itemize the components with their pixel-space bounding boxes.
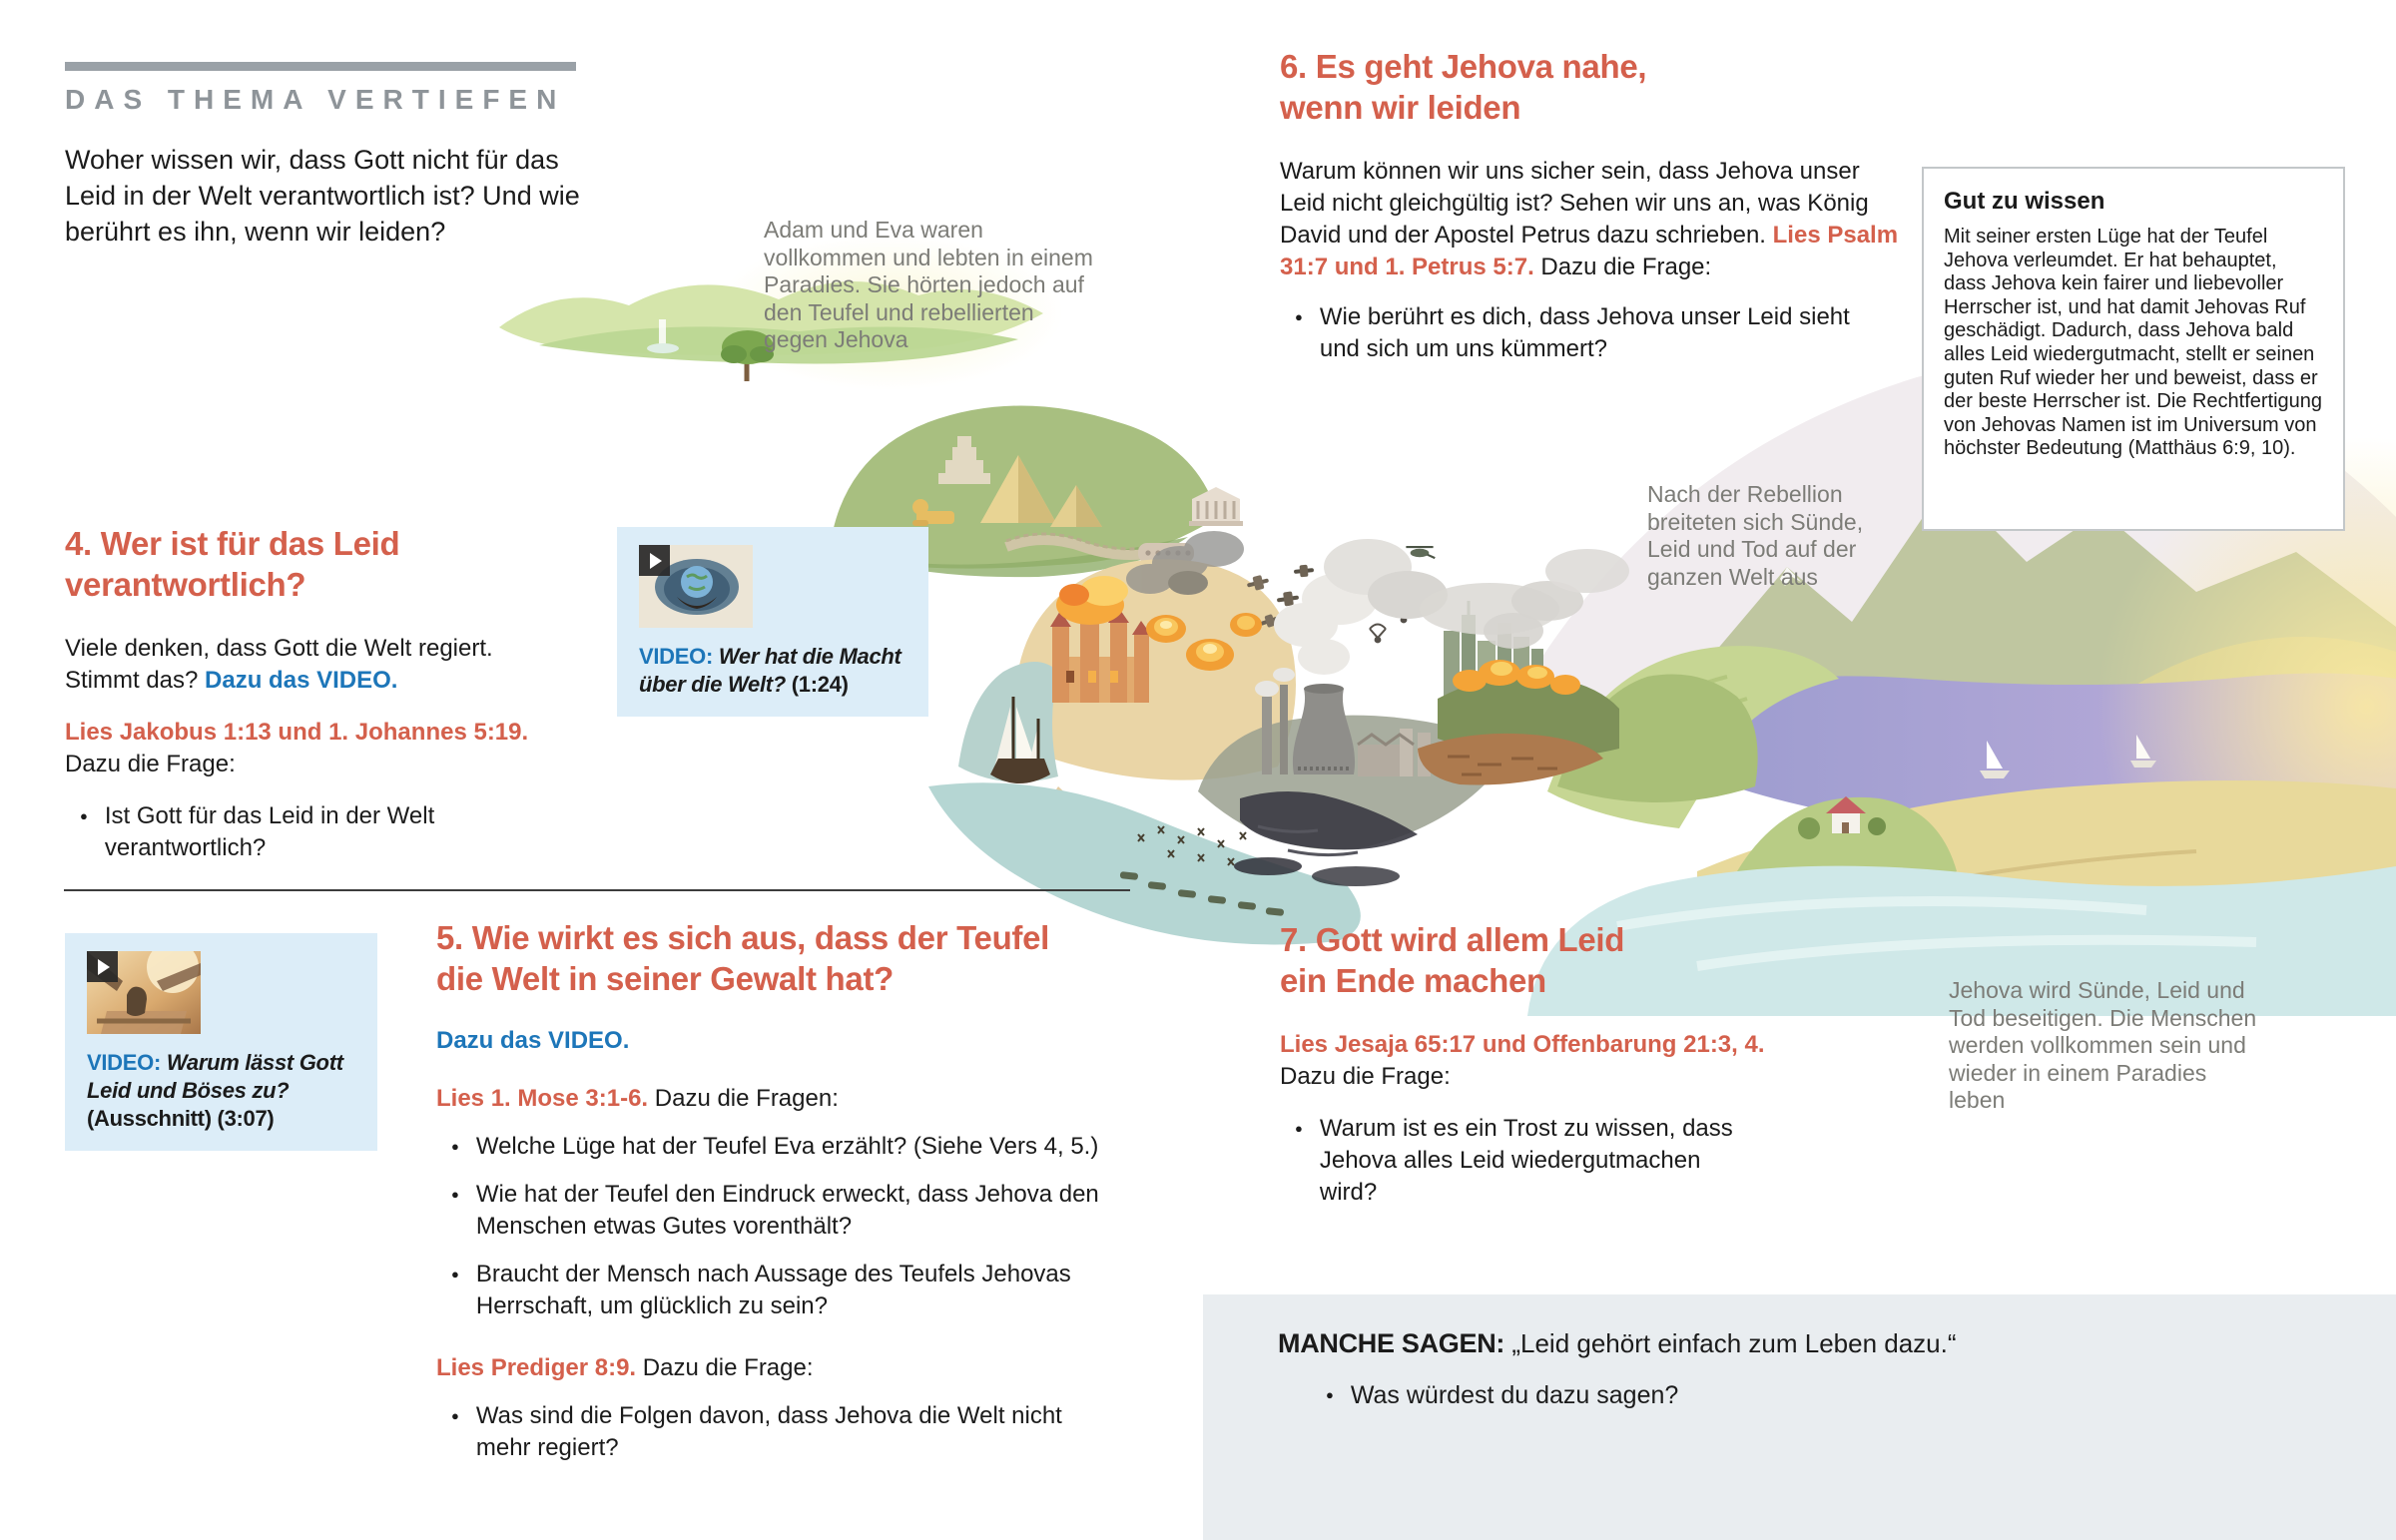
cooling-tower-icon [1293,684,1355,774]
kicker-bar [65,62,576,71]
section-7-scripture: Lies Jesaja 65:17 und Offenbarung 21:3, 4. Dazu die Frage: [1280,1029,1799,1093]
question-bullet: ● Warum ist es ein Trost zu wissen, dass Jehova alles Leid wiedergutmachen wird? [1280,1113,1759,1209]
section-divider [64,889,1130,891]
video-thumbnail[interactable] [87,951,201,1034]
section-6 [1280,46,1929,365]
section-4-body: Viele denken, dass Gott die Welt regiert. Stimmt das? Dazu das VIDEO. [65,635,493,694]
manche-sagen-line: MANCHE SAGEN: „Leid gehört einfach zum Leben dazu.“ [1278,1328,1957,1358]
video-caption: VIDEO: Wer hat die Macht über die Welt? (1:24) [639,644,901,697]
section-4-heading: 4. Wer ist für das Leid verantwortlich? [65,525,400,603]
section-7-heading: 7. Gott wird allem Leid ein Ende machen [1280,921,1625,999]
question-bullet: ● Wie berührt es dich, dass Jehova unser Leid sieht und sich um uns kümmert? [1280,301,1879,365]
manche-sagen-box [1203,1294,2396,1540]
section-4-scripture: Lies Jakobus 1:13 und 1. Johannes 5:19. Dazu die Frage: [65,717,554,780]
section-7 [1280,919,1799,1209]
gut-zu-wissen-box [1922,167,2345,531]
page-kicker: DAS THEMA VERTIEFEN [65,84,566,115]
caption-rebellion: Nach der Rebellion breiteten sich Sünde, Leid und Tod auf der ganzen Welt aus [1647,481,1864,590]
video-link[interactable]: Dazu das VIDEO. [205,667,398,694]
knowbox-body: Mit seiner ersten Lüge hat der Teufel Jehova verleumdet. Er hat behauptet, dass Jehova kein fairer und liebevoller Herrscher ist, und hat damit Jehovas Ruf geschädigt. Dadurch, dass Jehova bald alles Leid wiedergutmacht, stellt er seinen guten Ruf wieder her und beweist, dass er der beste Herrscher ist. Die Rechtfertigung von Jehovas Namen ist im Universum von höchster Bedeutung (Matthäus 6:9, 10). [1944,226,2323,460]
section-5-video-link-line [436,1025,1135,1057]
video-caption: VIDEO: Warum lässt Gott Leid und Böses zu? (Ausschnitt) (3:07) [87,1050,343,1131]
play-icon[interactable] [639,545,670,576]
video-card-wer-hat-die-macht[interactable] [617,527,928,717]
question-bullet: ● Braucht der Mensch nach Aussage des Teufels Jehovas Herrschaft, um glücklich zu sein? [436,1259,1115,1322]
section-4 [65,523,569,864]
video-card-warum-laesst-gott-leid-zu[interactable] [65,933,377,1151]
section-6-heading: 6. Es geht Jehova nahe, wenn wir leiden [1280,48,1647,126]
question-bullet: ● Ist Gott für das Leid in der Welt verantwortlich? [65,800,504,864]
scripture-link[interactable]: Lies Prediger 8:9. [436,1354,637,1381]
caption-restored-paradise: Jehova wird Sünde, Leid und Tod beseitigen. Die Menschen werden vollkommen sein und wieder in einem Paradies leben [1949,977,2257,1113]
caption-adam-eva: Adam und Eva waren vollkommen und lebten in einem Paradies. Sie hörten jedoch auf den Teufel und rebellierten gegen Jehova [764,217,1093,352]
scripture-link[interactable]: Lies Jakobus 1:13 und 1. Johannes 5:19. [65,719,529,746]
section-5-scripture: Lies 1. Mose 3:1-6. Dazu die Fragen: [436,1085,839,1112]
scripture-link[interactable]: Lies Jesaja 65:17 und Offenbarung 21:3, 4. [1280,1031,1765,1058]
video-label: VIDEO: [87,1050,161,1075]
question-bullet: ● Was würdest du dazu sagen? [1311,1379,2356,1411]
intro-question: Woher wissen wir, dass Gott nicht für das Leid in der Welt verantwortlich ist? Und wie berührt es ihn, wenn wir leiden? [65,145,580,247]
question-bullet: ● Wie hat der Teufel den Eindruck erweckt, dass Jehova den Menschen etwas Gutes vorenthält? [436,1179,1115,1243]
section-5 [436,917,1135,1464]
section-5-scripture-2: Lies Prediger 8:9. Dazu die Frage: [436,1354,814,1381]
industrial-pollution [1198,539,1629,886]
question-bullet: ● Welche Lüge hat der Teufel Eva erzählt? (Siehe Vers 4, 5.) [436,1131,1115,1163]
video-link[interactable]: Dazu das VIDEO. [436,1027,630,1054]
video-label: VIDEO: [639,644,713,669]
knowbox-title: Gut zu wissen [1944,188,2105,215]
play-icon[interactable] [87,951,118,982]
scripture-link[interactable]: Lies Psalm 31:7 und 1. Petrus 5:7. [1280,222,1899,280]
section-6-body: Warum können wir uns sicher sein, dass Jehova unser Leid nicht gleichgültig ist? Sehen wir uns an, was König David und der Apostel Petrus dazu schrieben. Lies Psalm 31:7 und 1. Petrus 5:7. Dazu die Frage: [1280,158,1899,280]
scripture-link[interactable]: Lies 1. Mose 3:1-6. [436,1085,649,1112]
video-thumbnail[interactable] [639,545,753,628]
manche-sagen-label: MANCHE SAGEN: [1278,1328,1505,1358]
question-bullet: ● Was sind die Folgen davon, dass Jehova die Welt nicht mehr regiert? [436,1400,1115,1464]
section-5-heading: 5. Wie wirkt es sich aus, dass der Teufel die Welt in seiner Gewalt hat? [436,919,1050,997]
